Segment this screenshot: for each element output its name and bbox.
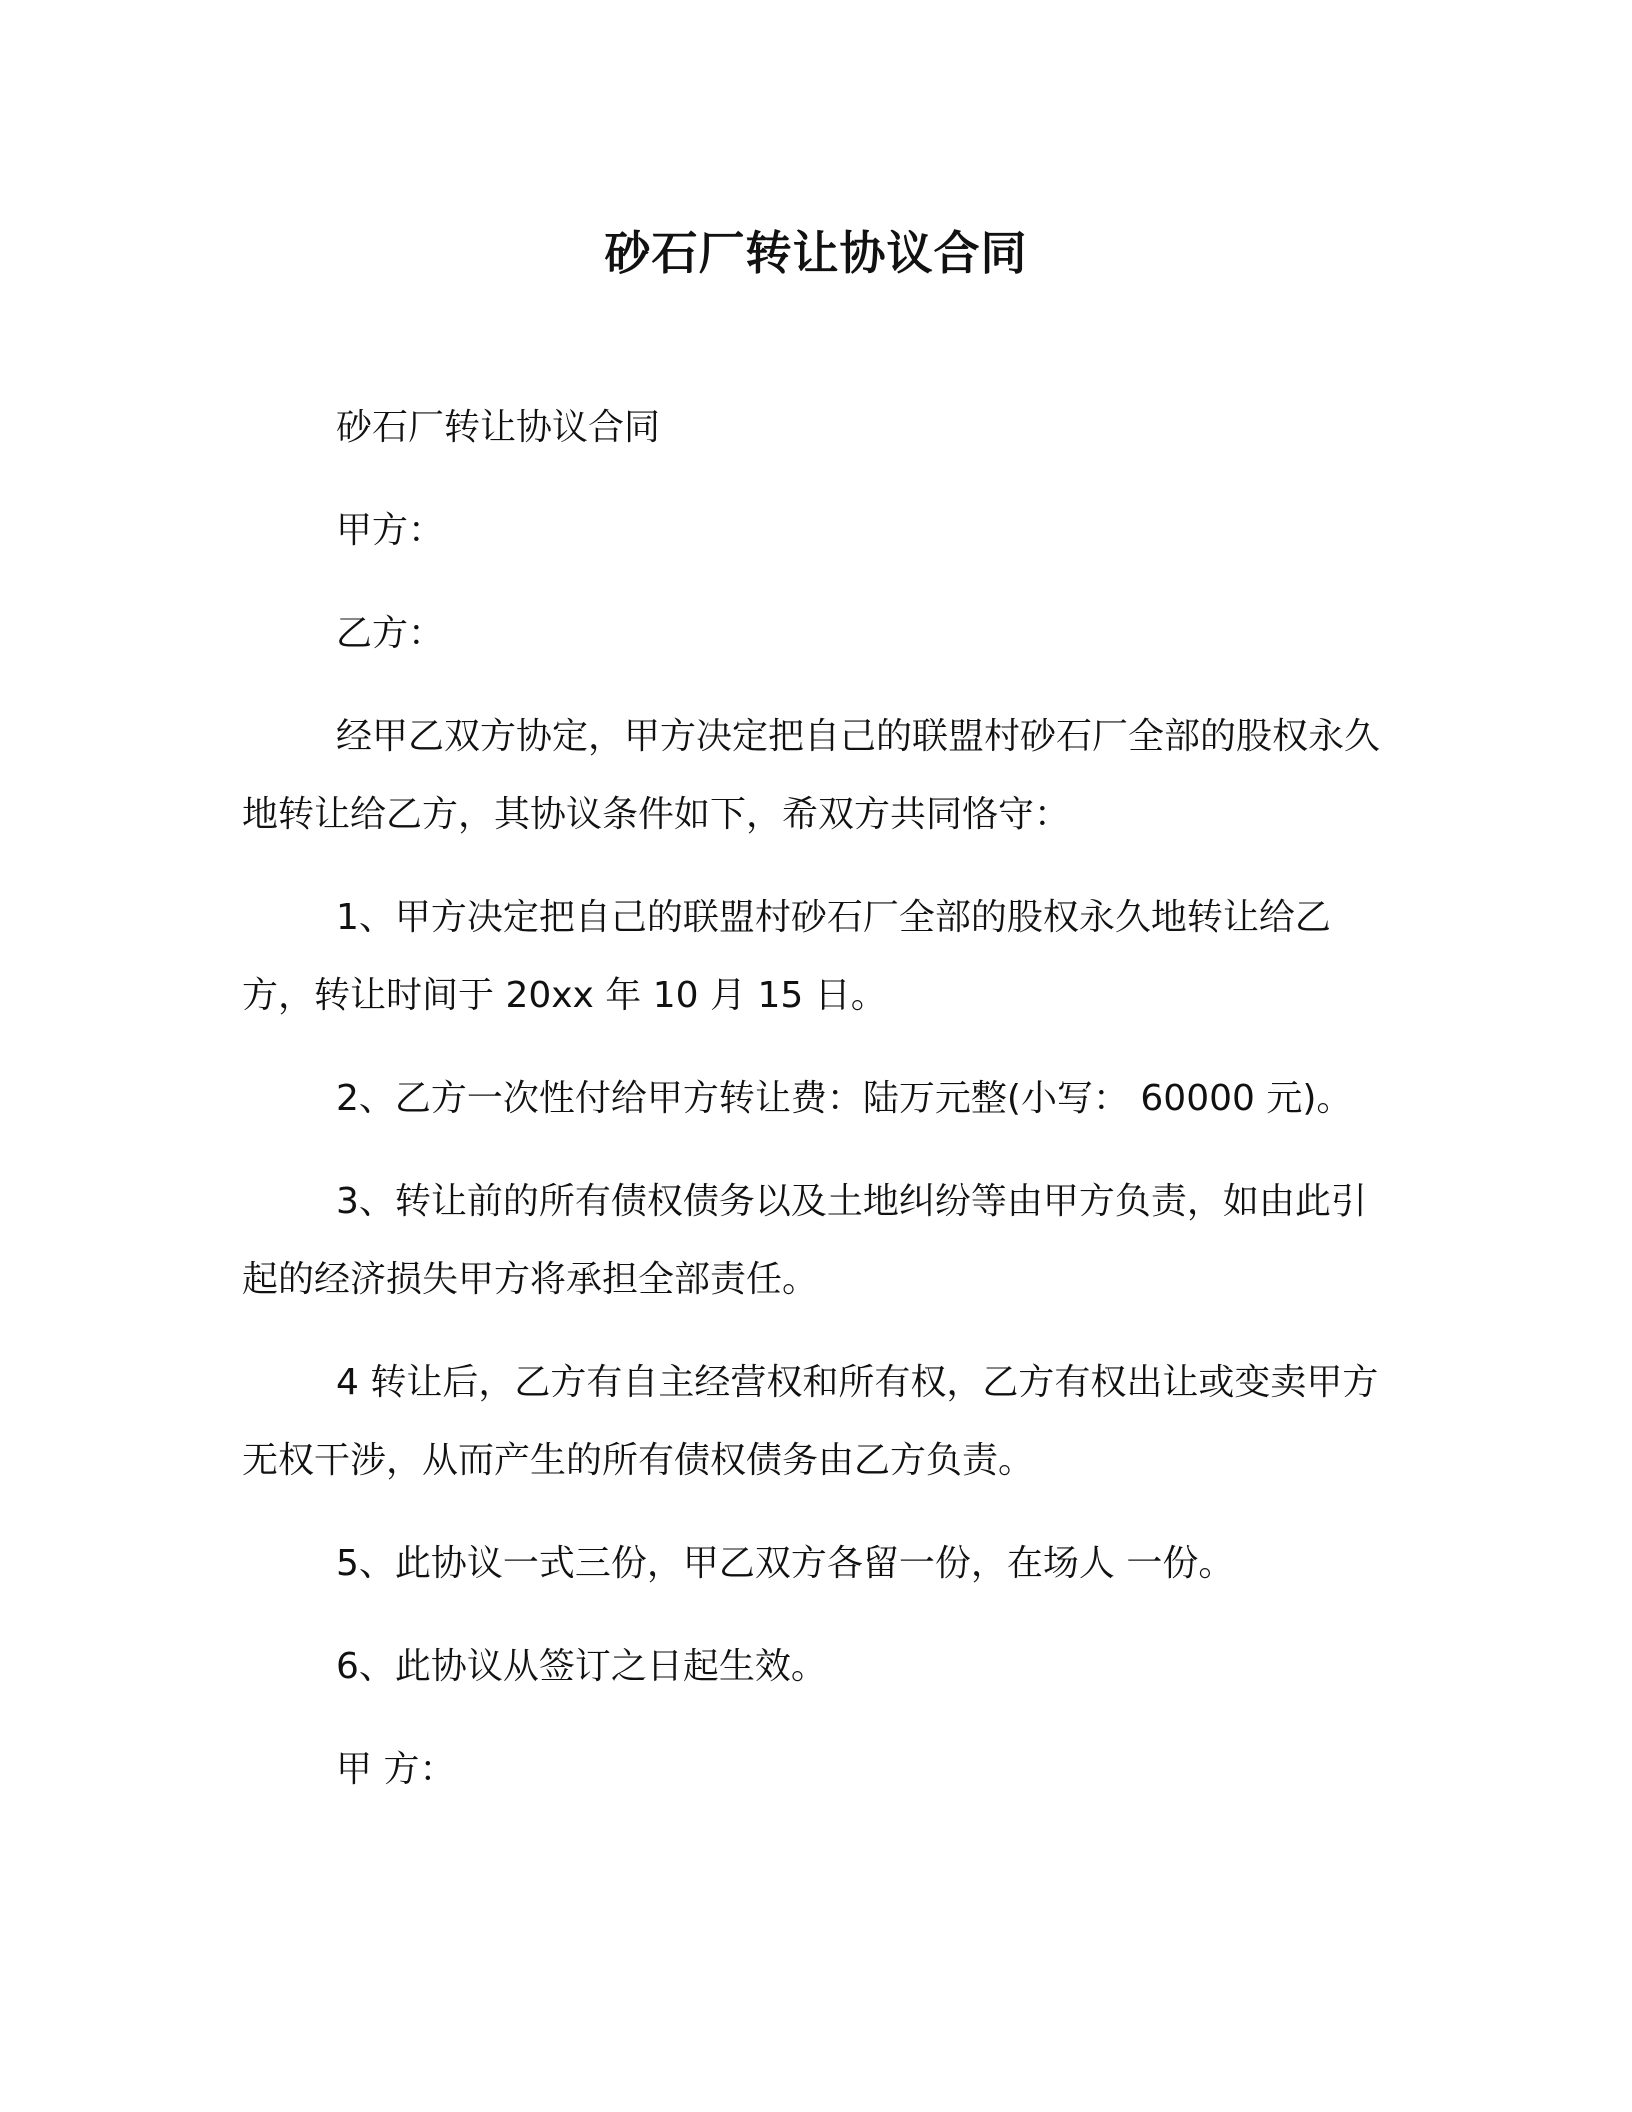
signature-party-a: 甲 方： — [336, 1749, 456, 1790]
party-a-line: 甲方： — [336, 510, 445, 551]
subtitle-paragraph: 砂石厂转让协议合同 — [336, 407, 661, 448]
clause-6: 6、此协议从签订之日起生效。 — [336, 1646, 827, 1687]
document-title: 砂石厂转让协议合同 — [604, 226, 1028, 280]
clause-2: 2、乙方一次性付给甲方转让费：陆万元整(小写： 60000 元)。 — [336, 1078, 1353, 1119]
clause-3: 3、转让前的所有债权债务以及土地纠纷等由甲方负责，如由此引起的经济损失甲方将承担全部责任。 — [242, 1181, 1367, 1300]
party-b-line: 乙方： — [336, 613, 445, 654]
clause-5: 5、此协议一式三份，甲乙双方各留一份，在场人 一份。 — [336, 1543, 1235, 1584]
intro-paragraph: 经甲乙双方协定，甲方决定把自己的联盟村砂石厂全部的股权永久地转让给乙方，其协议条件如下，希双方共同恪守： — [242, 716, 1381, 835]
document-body — [242, 389, 1382, 1834]
clause-1: 1、甲方决定把自己的联盟村砂石厂全部的股权永久地转让给乙方，转让时间于 20xx 年 10 月 15 日。 — [242, 897, 1331, 1016]
clause-4: 4 转让后，乙方有自主经营权和所有权，乙方有权出让或变卖甲方无权干涉，从而产生的所有债权债务由乙方负责。 — [242, 1362, 1379, 1481]
